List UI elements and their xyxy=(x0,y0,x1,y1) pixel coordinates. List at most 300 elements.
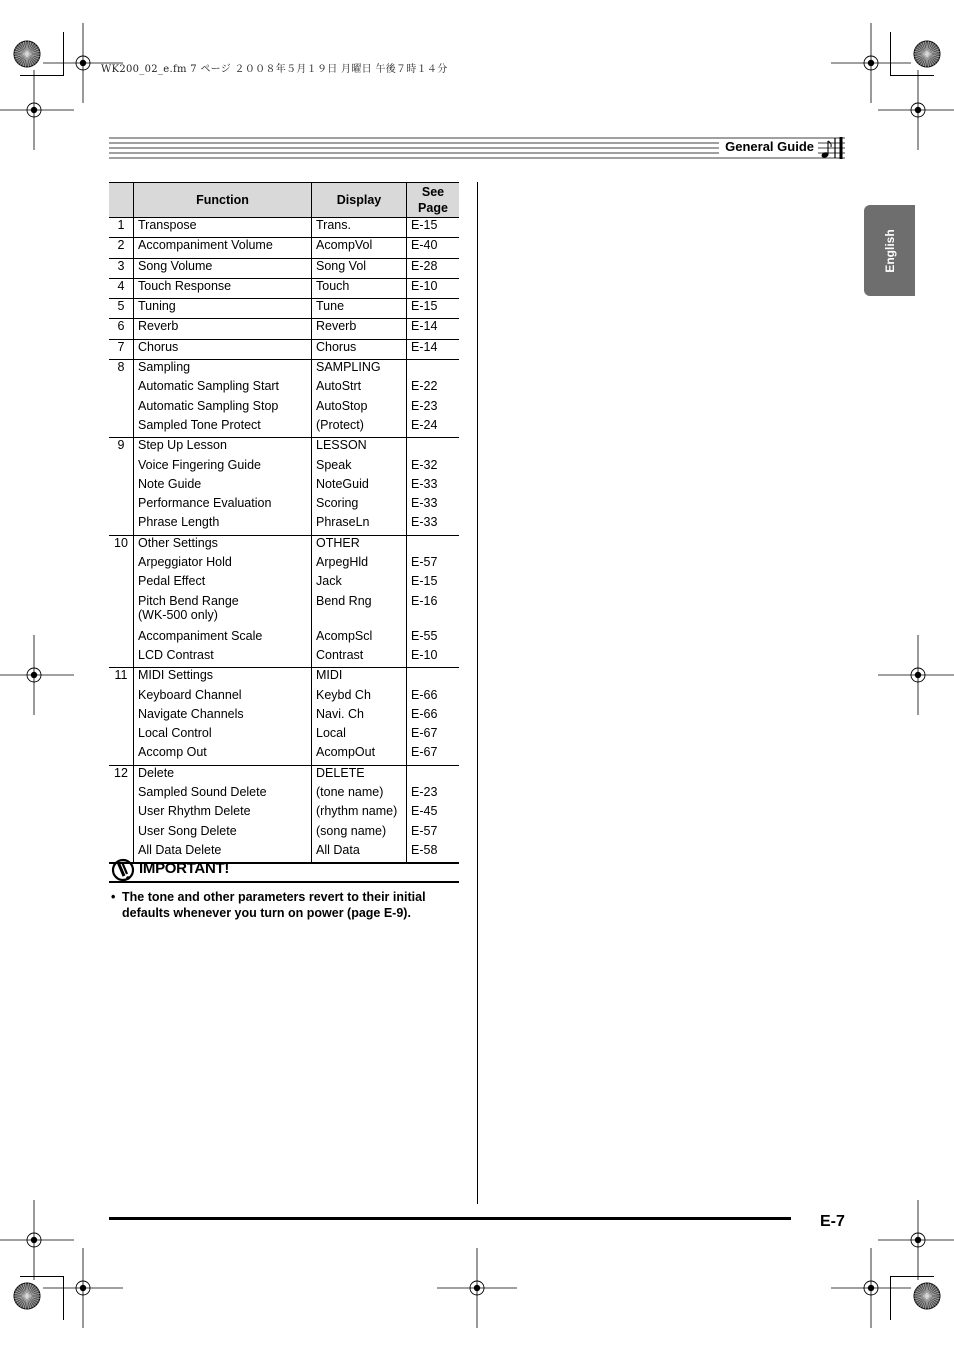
row-number xyxy=(109,360,134,380)
row-display xyxy=(312,477,407,496)
row-function xyxy=(134,535,312,555)
row-function-text: Automatic Sampling Start xyxy=(138,379,280,394)
row-function xyxy=(134,594,312,629)
header-see-page-line2: Page xyxy=(418,201,448,215)
crop-line xyxy=(63,32,64,76)
row-page xyxy=(407,629,460,648)
row-page-text: E-67 xyxy=(411,745,438,760)
row-page-text: E-33 xyxy=(411,515,438,530)
row-page-text: E-32 xyxy=(411,457,438,472)
row-display xyxy=(312,824,407,843)
row-display xyxy=(312,785,407,804)
row-function xyxy=(134,438,312,458)
crop-line xyxy=(890,1276,891,1320)
row-number-text: 7 xyxy=(117,339,125,354)
row-number-text: 5 xyxy=(117,299,125,314)
row-function-text: Accompaniment Volume xyxy=(138,238,273,253)
row-number xyxy=(109,594,134,629)
row-page xyxy=(407,360,460,380)
row-function-text: MIDI Settings xyxy=(138,668,214,683)
row-display xyxy=(312,379,407,398)
important-note xyxy=(109,857,459,921)
row-page xyxy=(407,785,460,804)
crop-line xyxy=(63,1276,64,1320)
row-display xyxy=(312,765,407,785)
row-page xyxy=(407,438,460,458)
row-number xyxy=(109,745,134,765)
footer-rule xyxy=(109,1217,791,1220)
important-title: IMPORTANT! xyxy=(139,860,230,877)
row-page xyxy=(407,218,460,238)
row-function xyxy=(134,785,312,804)
row-page-text: E-24 xyxy=(411,417,438,432)
row-page xyxy=(407,258,460,278)
row-display-text: (Protect) xyxy=(316,417,364,432)
crop-line xyxy=(890,1276,934,1277)
row-page xyxy=(407,668,460,688)
row-display-text: Navi. Ch xyxy=(316,706,364,721)
row-display xyxy=(312,218,407,238)
row-page xyxy=(407,594,460,629)
row-function-text: Pitch Bend Range xyxy=(138,593,239,608)
table-row xyxy=(109,258,459,278)
row-page-text: E-14 xyxy=(411,339,438,354)
table-row xyxy=(109,555,459,574)
row-display-text: Local xyxy=(316,726,346,741)
row-function-text: Other Settings xyxy=(138,535,218,550)
row-display xyxy=(312,574,407,593)
registration-crosshair-icon xyxy=(831,1248,911,1328)
row-page-text: E-55 xyxy=(411,628,438,643)
row-number xyxy=(109,726,134,745)
row-page xyxy=(407,648,460,668)
row-function-text: Pedal Effect xyxy=(138,574,206,589)
language-tab-label: English xyxy=(882,228,897,273)
row-display xyxy=(312,278,407,298)
table-row xyxy=(109,319,459,339)
row-function-text: Phrase Length xyxy=(138,515,220,530)
row-function xyxy=(134,319,312,339)
row-display xyxy=(312,594,407,629)
table-row xyxy=(109,360,459,380)
row-function xyxy=(134,574,312,593)
row-display-text: Contrast xyxy=(316,647,364,662)
important-heading xyxy=(109,857,459,883)
table-row xyxy=(109,515,459,535)
table-row xyxy=(109,458,459,477)
row-page-text: E-15 xyxy=(411,574,438,589)
row-page-text: E-10 xyxy=(411,647,438,662)
file-info: WK200_02_e.fm 7 ページ ２００８年５月１９日 月曜日 午後７時１４分 xyxy=(101,64,448,75)
row-function-text: Automatic Sampling Stop xyxy=(138,398,279,413)
row-display-text: Keybd Ch xyxy=(316,687,371,702)
row-number xyxy=(109,438,134,458)
row-function xyxy=(134,726,312,745)
row-display xyxy=(312,339,407,359)
row-number-text: 8 xyxy=(117,360,125,375)
row-number-text: 6 xyxy=(117,319,125,334)
row-page xyxy=(407,574,460,593)
table-header-row xyxy=(109,183,459,218)
row-number xyxy=(109,629,134,648)
row-number xyxy=(109,496,134,515)
row-function xyxy=(134,496,312,515)
row-number xyxy=(109,458,134,477)
row-function xyxy=(134,278,312,298)
table-row xyxy=(109,299,459,319)
row-display xyxy=(312,360,407,380)
table-row xyxy=(109,745,459,765)
row-function xyxy=(134,218,312,238)
row-display xyxy=(312,555,407,574)
row-number xyxy=(109,555,134,574)
row-function-text: Keyboard Channel xyxy=(138,687,242,702)
row-display xyxy=(312,668,407,688)
registration-crosshair-icon xyxy=(0,70,74,150)
row-number xyxy=(109,319,134,339)
row-number xyxy=(109,648,134,668)
row-page-text: E-23 xyxy=(411,398,438,413)
table-row xyxy=(109,339,459,359)
row-function-text: Sampling xyxy=(138,360,191,375)
row-number-text: 3 xyxy=(117,258,125,273)
row-function xyxy=(134,648,312,668)
table-row xyxy=(109,688,459,707)
row-function-text: Delete xyxy=(138,765,175,780)
table-row xyxy=(109,629,459,648)
table-row xyxy=(109,399,459,418)
registration-starburst-icon xyxy=(912,39,942,69)
row-page xyxy=(407,745,460,765)
row-display-text: (tone name) xyxy=(316,785,384,800)
row-function xyxy=(134,629,312,648)
row-function-text: Note Guide xyxy=(138,476,202,491)
column-divider xyxy=(477,182,478,1204)
important-line-1: The tone and other parameters revert to their initial xyxy=(122,890,426,904)
row-display xyxy=(312,804,407,823)
row-display-text: Song Vol xyxy=(316,258,367,273)
row-display-text: Trans. xyxy=(316,218,351,232)
row-number xyxy=(109,515,134,535)
row-number xyxy=(109,278,134,298)
row-page xyxy=(407,726,460,745)
row-display xyxy=(312,458,407,477)
header-function: Function xyxy=(134,183,312,218)
row-number xyxy=(109,339,134,359)
row-number xyxy=(109,379,134,398)
registration-crosshair-icon xyxy=(878,70,954,150)
row-page-text: E-10 xyxy=(411,278,438,293)
row-display xyxy=(312,496,407,515)
row-display-text: AcompScl xyxy=(316,628,373,643)
row-page xyxy=(407,339,460,359)
row-number-text: 12 xyxy=(114,765,128,780)
row-page xyxy=(407,399,460,418)
row-function-text: Step Up Lesson xyxy=(138,438,227,453)
table-row xyxy=(109,477,459,496)
registration-crosshair-icon xyxy=(878,635,954,715)
row-function-text: Local Control xyxy=(138,726,212,741)
row-number-text: 11 xyxy=(114,668,128,683)
table-row xyxy=(109,535,459,555)
row-function-text: Sampled Tone Protect xyxy=(138,417,261,432)
row-display-text: (rhythm name) xyxy=(316,804,398,819)
row-display-text: OTHER xyxy=(316,535,360,550)
row-page-text: E-33 xyxy=(411,496,438,511)
row-page-text: E-15 xyxy=(411,299,438,314)
row-function xyxy=(134,418,312,438)
table-row xyxy=(109,707,459,726)
row-function xyxy=(134,339,312,359)
row-page xyxy=(407,824,460,843)
row-page-text: E-40 xyxy=(411,238,438,253)
row-display-text: Reverb xyxy=(316,319,357,334)
row-function-note: (WK-500 only) xyxy=(138,607,218,622)
row-function-text: Navigate Channels xyxy=(138,706,244,721)
row-display xyxy=(312,418,407,438)
registration-crosshair-icon xyxy=(43,1248,123,1328)
header-see-page xyxy=(407,183,460,218)
table-row xyxy=(109,379,459,398)
row-display xyxy=(312,629,407,648)
row-number xyxy=(109,574,134,593)
row-page xyxy=(407,477,460,496)
row-function xyxy=(134,515,312,535)
row-page xyxy=(407,707,460,726)
table-row xyxy=(109,804,459,823)
row-display-text: LESSON xyxy=(316,438,367,453)
row-function xyxy=(134,299,312,319)
row-display-text: AcompVol xyxy=(316,238,373,253)
row-function xyxy=(134,238,312,258)
row-page-text: E-45 xyxy=(411,804,438,819)
row-display-text: AutoStrt xyxy=(316,379,362,394)
row-function xyxy=(134,804,312,823)
row-number xyxy=(109,707,134,726)
table-row xyxy=(109,668,459,688)
row-page-text: E-28 xyxy=(411,258,438,273)
table-row xyxy=(109,278,459,298)
row-page xyxy=(407,418,460,438)
row-display-text: (song name) xyxy=(316,823,387,838)
row-page-text: E-57 xyxy=(411,555,438,570)
row-page xyxy=(407,496,460,515)
bullet: • xyxy=(111,890,116,904)
row-number xyxy=(109,399,134,418)
row-number xyxy=(109,418,134,438)
row-function-text: Performance Evaluation xyxy=(138,496,272,511)
row-number xyxy=(109,824,134,843)
row-function-text: Sampled Sound Delete xyxy=(138,785,267,800)
row-function xyxy=(134,668,312,688)
row-page-text: E-23 xyxy=(411,785,438,800)
row-number-text: 4 xyxy=(117,278,125,293)
important-item xyxy=(109,889,459,921)
row-display-text: All Data xyxy=(316,842,360,857)
row-display-text: Chorus xyxy=(316,339,357,354)
row-page-text: E-14 xyxy=(411,319,438,334)
row-function-text: Accompaniment Scale xyxy=(138,628,263,643)
table-row xyxy=(109,418,459,438)
row-function-text: Accomp Out xyxy=(138,745,207,760)
row-display-text: DELETE xyxy=(316,765,365,780)
row-function xyxy=(134,458,312,477)
row-number xyxy=(109,668,134,688)
row-function xyxy=(134,258,312,278)
row-page xyxy=(407,319,460,339)
row-function-text: Touch Response xyxy=(138,278,232,293)
table-row xyxy=(109,594,459,629)
row-display xyxy=(312,258,407,278)
row-display xyxy=(312,299,407,319)
row-number-text: 1 xyxy=(117,218,125,232)
crop-line xyxy=(890,32,891,76)
registration-crosshair-icon xyxy=(437,1248,517,1328)
row-number xyxy=(109,535,134,555)
table-row xyxy=(109,438,459,458)
row-number-text: 10 xyxy=(114,535,128,550)
row-page xyxy=(407,278,460,298)
row-number xyxy=(109,804,134,823)
table-row xyxy=(109,574,459,593)
row-function xyxy=(134,399,312,418)
crop-line xyxy=(20,1276,64,1277)
language-tab xyxy=(864,205,915,296)
row-page xyxy=(407,379,460,398)
row-function xyxy=(134,688,312,707)
row-function-text: User Rhythm Delete xyxy=(138,804,251,819)
row-page-text: E-22 xyxy=(411,379,438,394)
row-page xyxy=(407,555,460,574)
header-see-page-line1: See xyxy=(421,185,445,199)
row-display xyxy=(312,399,407,418)
row-page-text: E-58 xyxy=(411,842,438,857)
table-row xyxy=(109,824,459,843)
row-page-text: E-67 xyxy=(411,726,438,741)
registration-starburst-icon xyxy=(12,1281,42,1311)
row-display-text: ArpegHld xyxy=(316,555,369,570)
row-display xyxy=(312,648,407,668)
row-function xyxy=(134,745,312,765)
row-number xyxy=(109,218,134,238)
row-function-text: Song Volume xyxy=(138,258,213,273)
table-row xyxy=(109,496,459,515)
registration-starburst-icon xyxy=(12,39,42,69)
row-number xyxy=(109,299,134,319)
row-display-text: Bend Rng xyxy=(316,593,372,608)
row-display-text: Scoring xyxy=(316,496,359,511)
row-function xyxy=(134,379,312,398)
row-display xyxy=(312,707,407,726)
row-function-text: LCD Contrast xyxy=(138,647,214,662)
row-display-text: MIDI xyxy=(316,668,343,683)
row-display-text: AutoStop xyxy=(316,398,368,413)
row-page-text: E-15 xyxy=(411,218,438,232)
row-display xyxy=(312,745,407,765)
section-title: General Guide xyxy=(719,139,818,154)
row-function xyxy=(134,555,312,574)
table-row xyxy=(109,238,459,258)
row-number xyxy=(109,785,134,804)
crop-line xyxy=(890,75,934,76)
row-page xyxy=(407,535,460,555)
row-display xyxy=(312,438,407,458)
row-display-text: PhraseLn xyxy=(316,515,370,530)
row-page xyxy=(407,299,460,319)
registration-crosshair-icon xyxy=(0,635,74,715)
row-number xyxy=(109,765,134,785)
row-number-text: 9 xyxy=(117,438,125,453)
row-page-text: E-57 xyxy=(411,823,438,838)
row-page xyxy=(407,458,460,477)
row-page xyxy=(407,515,460,535)
row-function-text: Voice Fingering Guide xyxy=(138,457,261,472)
row-number xyxy=(109,258,134,278)
row-function-text: All Data Delete xyxy=(138,842,222,857)
row-function xyxy=(134,707,312,726)
row-number xyxy=(109,477,134,496)
row-page xyxy=(407,765,460,785)
row-function-text: Arpeggiator Hold xyxy=(138,555,232,570)
row-display-text: NoteGuid xyxy=(316,476,369,491)
important-list xyxy=(109,889,459,921)
row-display-text: Jack xyxy=(316,574,342,589)
row-display-text: AcompOut xyxy=(316,745,376,760)
row-page-text: E-16 xyxy=(411,593,438,608)
row-display xyxy=(312,535,407,555)
row-display xyxy=(312,319,407,339)
row-function-text: Chorus xyxy=(138,339,179,354)
row-function xyxy=(134,824,312,843)
row-display xyxy=(312,238,407,258)
row-display-text: SAMPLING xyxy=(316,360,381,375)
function-table xyxy=(109,182,459,864)
row-page-text: E-66 xyxy=(411,706,438,721)
row-function-text: User Song Delete xyxy=(138,823,237,838)
crop-line xyxy=(20,75,64,76)
row-page xyxy=(407,804,460,823)
registration-starburst-icon xyxy=(912,1281,942,1311)
row-display xyxy=(312,515,407,535)
table-row xyxy=(109,785,459,804)
row-page xyxy=(407,688,460,707)
table-row xyxy=(109,648,459,668)
row-function-text: Tuning xyxy=(138,299,176,314)
row-function xyxy=(134,765,312,785)
row-function xyxy=(134,360,312,380)
warning-hand-icon xyxy=(111,858,137,882)
row-display-text: Speak xyxy=(316,457,352,472)
row-display xyxy=(312,726,407,745)
row-function-text: Reverb xyxy=(138,319,179,334)
table-row xyxy=(109,726,459,745)
table-row xyxy=(109,218,459,238)
row-function-text: Transpose xyxy=(138,218,197,232)
row-display-text: Tune xyxy=(316,299,345,314)
important-line-2: defaults whenever you turn on power (page E-9). xyxy=(122,906,411,920)
row-page-text: E-66 xyxy=(411,687,438,702)
row-display-text: Touch xyxy=(316,278,350,293)
row-function xyxy=(134,477,312,496)
row-display xyxy=(312,688,407,707)
row-number xyxy=(109,688,134,707)
row-number-text: 2 xyxy=(117,238,125,253)
row-number xyxy=(109,238,134,258)
header-num xyxy=(109,183,134,218)
table-row xyxy=(109,765,459,785)
row-page-text: E-33 xyxy=(411,476,438,491)
header-display: Display xyxy=(312,183,407,218)
